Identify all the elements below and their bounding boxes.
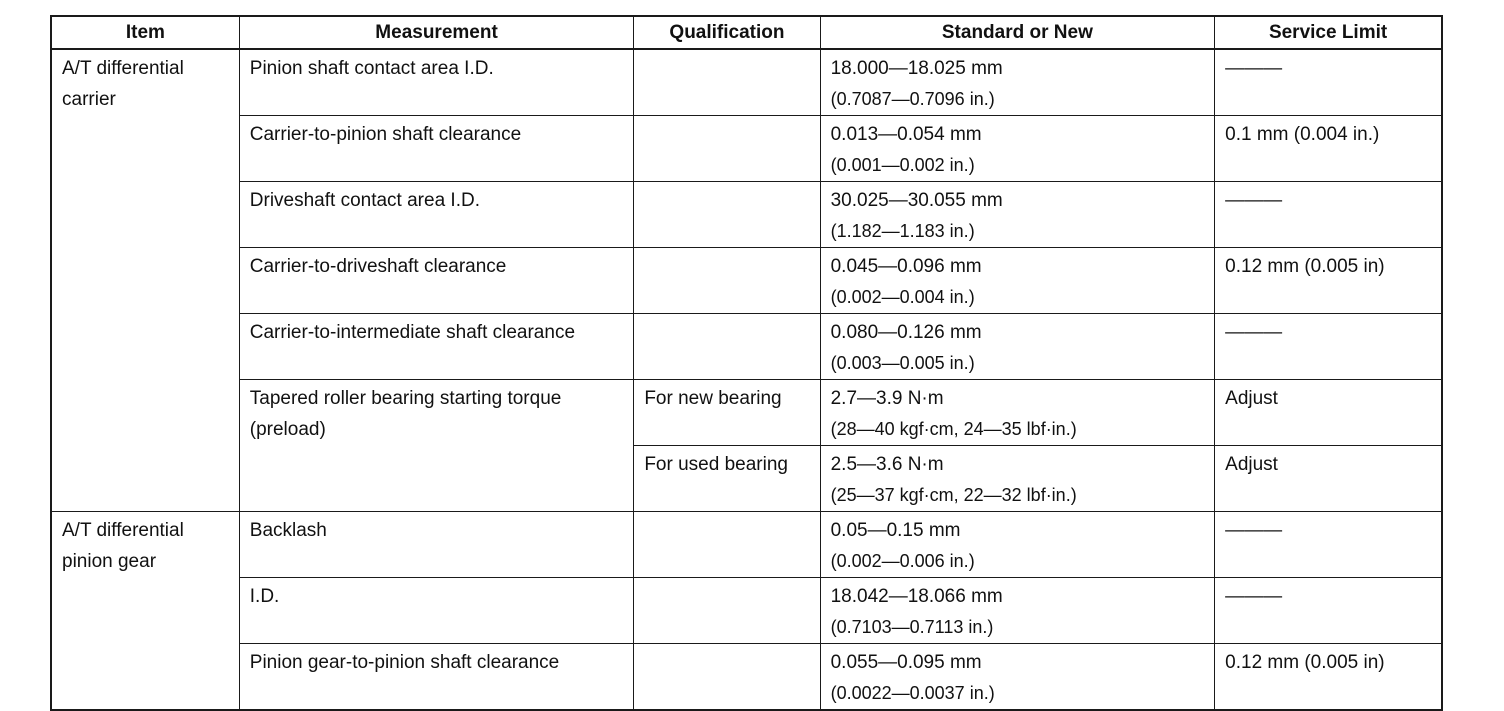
- service-limit-cell: 0.1 mm (0.004 in.): [1215, 116, 1442, 182]
- standard-cell: 0.05—0.15 mm (0.002—0.006 in.): [820, 512, 1215, 578]
- measurement-cell: Pinion shaft contact area I.D.: [239, 49, 634, 116]
- standard-cell: 30.025—30.055 mm (1.182—1.183 in.): [820, 182, 1215, 248]
- standard-cell: 0.013—0.054 mm (0.001—0.002 in.): [820, 116, 1215, 182]
- qualification-cell: [634, 512, 820, 578]
- standard-cell: 18.042—18.066 mm (0.7103—0.7113 in.): [820, 578, 1215, 644]
- qualification-cell: [634, 248, 820, 314]
- qualification-cell: [634, 314, 820, 380]
- item-label: carrier: [62, 89, 116, 110]
- item-cell-carrier: [51, 49, 239, 512]
- table-row: [51, 116, 1442, 182]
- measurement-cell-preload: Tapered roller bearing starting torque (preload): [239, 380, 634, 512]
- table-row: [51, 380, 1442, 446]
- table-row: [51, 182, 1442, 248]
- header-row: [51, 16, 1442, 49]
- spec-table: [50, 15, 1443, 711]
- service-limit-cell: ———: [1215, 512, 1442, 578]
- measurement-cell: Carrier-to-intermediate shaft clearance: [239, 314, 634, 380]
- qualification-cell: [634, 182, 820, 248]
- measurement-cell: Backlash: [239, 512, 634, 578]
- measurement-cell: Carrier-to-driveshaft clearance: [239, 248, 634, 314]
- standard-cell: 2.5—3.6 N·m (25—37 kgf·cm, 22—32 lbf·in.): [820, 446, 1215, 512]
- standard-cell: 18.000—18.025 mm (0.7087—0.7096 in.): [820, 49, 1215, 116]
- qualification-cell: [634, 644, 820, 711]
- measurement-cell: Driveshaft contact area I.D.: [239, 182, 634, 248]
- table-row: [51, 314, 1442, 380]
- service-limit-cell: ———: [1215, 578, 1442, 644]
- header-qualification: Qualification: [634, 16, 820, 49]
- qualification-cell: [634, 49, 820, 116]
- qualification-cell: [634, 578, 820, 644]
- measurement-cell: Pinion gear-to-pinion shaft clearance: [239, 644, 634, 711]
- service-limit-cell: ———: [1215, 49, 1442, 116]
- item-label: pinion gear: [62, 551, 157, 572]
- header-standard: Standard or New: [820, 16, 1215, 49]
- table-row: [51, 248, 1442, 314]
- standard-cell: 0.045—0.096 mm (0.002—0.004 in.): [820, 248, 1215, 314]
- standard-cell: 2.7—3.9 N·m (28—40 kgf·cm, 24—35 lbf·in.): [820, 380, 1215, 446]
- table-row: [51, 644, 1442, 711]
- qualification-cell: For new bearing: [634, 380, 820, 446]
- service-limit-cell: 0.12 mm (0.005 in): [1215, 248, 1442, 314]
- item-cell-pinion-gear: [51, 512, 239, 711]
- standard-cell: 0.080—0.126 mm (0.003—0.005 in.): [820, 314, 1215, 380]
- item-label: A/T differential: [62, 520, 184, 541]
- table-row: [51, 49, 1442, 116]
- service-limit-cell: ———: [1215, 182, 1442, 248]
- service-limit-cell: ———: [1215, 314, 1442, 380]
- header-measurement: Measurement: [239, 16, 634, 49]
- standard-cell: 0.055—0.095 mm (0.0022—0.0037 in.): [820, 644, 1215, 711]
- service-limit-cell: 0.12 mm (0.005 in): [1215, 644, 1442, 711]
- header-service-limit: Service Limit: [1215, 16, 1442, 49]
- table-row: [51, 512, 1442, 578]
- qualification-cell: For used bearing: [634, 446, 820, 512]
- service-limit-cell: Adjust: [1215, 380, 1442, 446]
- header-item: Item: [51, 16, 239, 49]
- measurement-cell: Carrier-to-pinion shaft clearance: [239, 116, 634, 182]
- qualification-cell: [634, 116, 820, 182]
- item-label: A/T differential: [62, 58, 184, 79]
- measurement-cell: I.D.: [239, 578, 634, 644]
- service-limit-cell: Adjust: [1215, 446, 1442, 512]
- table-row: [51, 578, 1442, 644]
